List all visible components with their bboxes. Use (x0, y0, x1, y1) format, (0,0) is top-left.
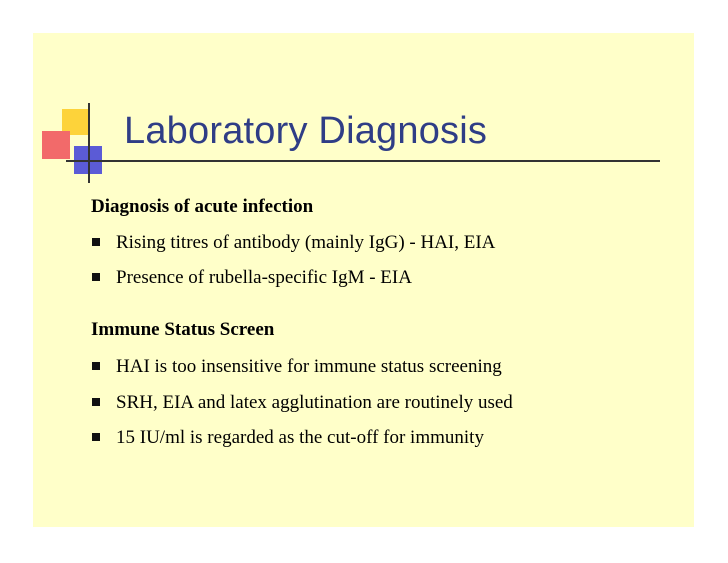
list-item-text: 15 IU/ml is regarded as the cut-off for immunity (116, 427, 484, 448)
bullet-square-icon (92, 238, 100, 246)
title-underline (66, 160, 660, 162)
list-item-text: HAI is too insensitive for immune status screening (116, 356, 502, 377)
bullet-square-icon (92, 273, 100, 281)
bullet-square-icon (92, 362, 100, 370)
section-heading-immune-status: Immune Status Screen (91, 319, 275, 340)
section-heading-acute-infection: Diagnosis of acute infection (91, 196, 314, 217)
list-item-text: Rising titres of antibody (mainly IgG) - HAI, EIA (116, 232, 496, 253)
slide-title: Laboratory Diagnosis (124, 110, 488, 152)
decorative-vertical-line (88, 103, 90, 183)
bullet-square-icon (92, 433, 100, 441)
list-item-text: Presence of rubella-specific IgM - EIA (116, 267, 412, 288)
list-item-text: SRH, EIA and latex agglutination are routinely used (116, 392, 513, 413)
decorative-red-square (42, 131, 70, 159)
bullet-square-icon (92, 398, 100, 406)
